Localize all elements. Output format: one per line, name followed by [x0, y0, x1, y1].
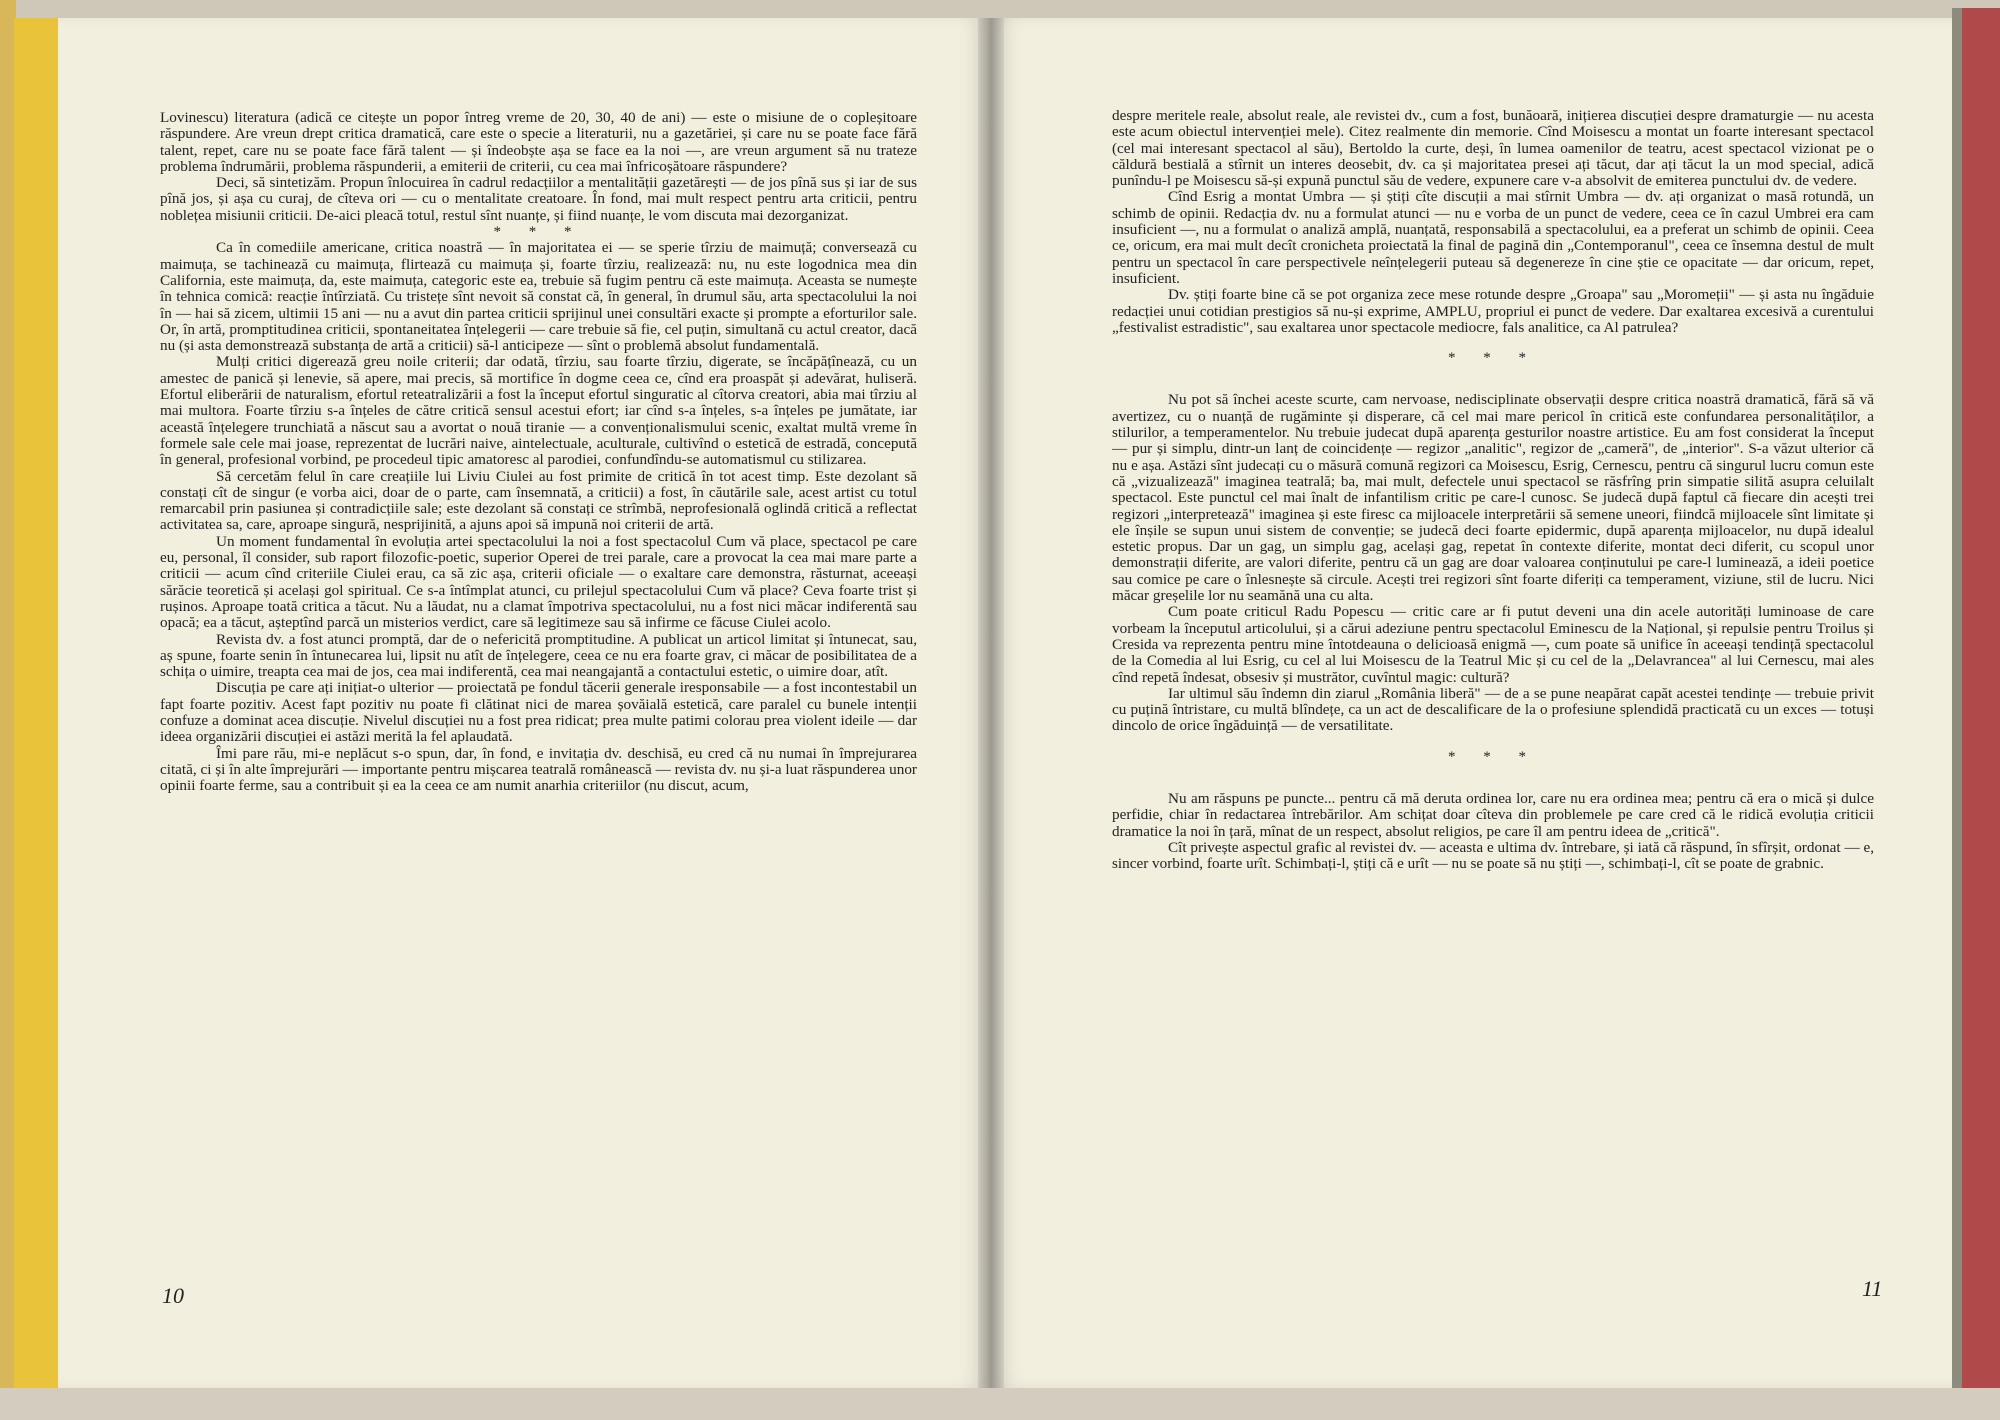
paragraph: Dv. știți foarte bine că se pot organiza zece mese rotunde despre „Groapa" sau „Moromeții" — și asta nu îngăduie redacției unui cotidian prestigios să nu-și exprime, AMPLU, propriul ei punct de vedere. Dar exaltarea excesivă a curentului „festivalist estradistic", sau exaltarea unor spectacole mediocre, fals analitice, ca Al patrulea?: [1112, 286, 1874, 336]
paragraph: Cum poate criticul Radu Popescu — critic care ar fi putut deveni una din acele autorități luminoase de care vorbeam la începutul articolului, și a cărui adeziune pentru spectacolul Eminescu de la Național, și repulsie pentru Troilus și Cresida va reprezenta pentru mine întotdeauna o delicioasă enigmă —, cum poate să unifice în aceeași tendință spectacolul de la Comedia al lui Esrig, cu cel al lui Moisescu de la Teatrul Mic și cu cel de la „Delavrancea" al lui Cernescu, mai ales cînd repetă îndesat, obsesiv și mustrător, cuvîntul magic: cultură?: [1112, 603, 1874, 686]
paragraph: Lovinescu) literatura (adică ce citește un popor întreg vreme de 20, 30, 40 de ani) — este o misiune de o copleșitoare răspundere. Are vreun drept critica dramatică, care este o specie a literaturii, nu a gazetăriei, și care nu se poate face fără talent, repet, care nu se poate face fără talent — și îndeobște așa se face ea la noi —, are vreun argument să nu trateze problema îndrumării, problema răspunderii, a emiterii de criterii, cu cea mai înfricoșătoare răspundere?: [160, 109, 917, 175]
paragraph: Revista dv. a fost atunci promptă, dar de o nefericită promptitudine. A publicat un articol limitat și întunecat, sau, aș spune, foarte senin în întunecarea lui, lipsit nu atît de înțelegere, ceea ce nu era foarte grav, ci măcar de posibilitatea de a schița o uimire, treapta cea mai de jos, cea mai indiferentă, cea mai neangajantă a contactului estetic, o uimire doar, atît.: [160, 630, 917, 681]
paragraph: Îmi pare rău, mi-e neplăcut s-o spun, dar, în fond, e invitația dv. deschisă, eu cred că nu numai în împrejurarea citată, ci și în alte împrejurări — importante pentru mișcarea teatrală românească — revista dv. nu și-a luat răspunderea unor opinii foarte ferme, sau a contribuit și ea la ceea ce am numit anarhia criteriilor (nu discut, acum,: [160, 744, 917, 795]
paragraph: despre meritele reale, absolut reale, ale revistei dv., cum a fost, bunăoară, inițierea discuției despre dramaturgie — nu acesta este acum obiectul intervenției mele). Citez realmente din memorie. Cînd Moisescu a montat un foarte interesant spectacol (cel mai interesant spectacol al său), Bertoldo la curte, deși, în lumea oamenilor de teatru, acest spectacol vizionat pe o căldură bestială a stîrnit un interes deosebit, dv. ca și majoritatea presei ați tăcut, dar ați tăcut la un mod special, adică punîndu-l pe Moisescu să-și expună punctul său de vedere, expunere care v-a absolvit de emiterea punctului dv. de vedere.: [1112, 107, 1874, 190]
paragraph: Nu am răspuns pe puncte... pentru că mă deruta ordinea lor, care nu era ordinea mea; pentru că era o mică și dulce perfidie, chiar în redactarea întrebărilor. Am schițat doar cîteva din problemele pe care cred că le ridică evoluția criticii dramatice la noi în țară, mînat de un respect, absolut religios, pe care îl am pentru ideea de „critică".: [1112, 789, 1874, 840]
right-page-text-column: [1112, 108, 1874, 872]
paragraph: Discuția pe care ați inițiat-o ulterior — proiectată pe fondul tăcerii generale iresponsabile — a fost incontestabil un fapt foarte pozitiv. Acest fapt pozitiv nu poate fi clătinat nici de marea șovăială estetică, care paralel cu bunele intenții confuze a dominat acea discuție. Nivelul discuției nu a fost prea ridicat; prea multe patimi colorau prea violent ideile — dar ideea organizării discuției ei astăzi merită la fel aplaudată.: [160, 679, 917, 746]
paragraph: Un moment fundamental în evoluția artei spectacolului la noi a fost spectacolul Cum vă place, spectacol pe care eu, personal, îl consider, sub raport filozofic-poetic, superior Operei de trei parale, care a provocat la cea mai mare parte a criticii — acum cînd criteriile Ciulei erau, ca să zic așa, criterii oficiale — o exaltare care demonstra, răsturnat, aceeași sărăcie teoretică și același gol spiritual. Ce s-a întîmplat atunci, cu prilejul spectacolului Cum vă place? Ceva foarte trist și rușinos. Aproape toată critica a tăcut. Nu a lăudat, nu a clamat împotriva spectacolului, nu a fost nici măcar indiferentă sau opacă; ea a tăcut, așteptînd parcă un misterios verdict, care să legitimeze sau să infirme ce făcuse Ciulei acolo.: [160, 532, 917, 632]
paragraph: Să cercetăm felul în care creațiile lui Liviu Ciulei au fost primite de critică în tot acest timp. Este dezolant să constați cît de singur (e vorba aici, doar de o parte, cam însemnată, a criticii) a fost, în căutările sale, acest artist cu totul remarcabil prin pasiunea și contradicțiile sale; este dezolant să constați ce strîmbă, neprofesională oglindă critică a reflectat activitatea sa, care, aproape singură, nesprijinită, a ajuns apoi să impună noi criterii de artă.: [160, 467, 917, 534]
section-separator: * * *: [493, 224, 584, 241]
scan-bottom-strip: [0, 1388, 2000, 1420]
paragraph: Mulți critici digerează greu noile criterii; dar odată, tîrziu, sau foarte tîrziu, digerate, se încăpățînează, cu un amestec de panică și lenevie, să apere, mai precis, să mortifice în dogme ceea ce, cînd era proaspăt și adevărat, huliseră. Efortul eliberării de naturalism, efortul reteatralizării a fost la început efortul singuratic al cîtorva creatori, abia mai tîrziu al mai multora. Foarte tîrziu s-a înțeles de către critică sensul acestui efort; iar cînd s-a înțeles, s-a înțeles pe jumătate, iar această înțelegere trunchiată a născut sau a avortat o nouă tiranie — a convenționalismului scenic, exaltat multă vreme în formele sale cele mai joase, reprezentat de lucrări naive, aintelectuale, aculturale, cultivînd o estetică de estradă, concepută în general, profesional vorbind, pe procedeul tipic amatoresc al parodiei, confundîndu-se automatismul cu stilizarea.: [160, 353, 917, 469]
page-stack-edge: [1952, 8, 1962, 1408]
section-separator: * * *: [1448, 350, 1538, 367]
paragraph: Ca în comediile americane, critica noastră — în majoritatea ei — se sperie tîrziu de maimuță; conversează cu maimuța, se tachinează cu maimuța, flirtează cu maimuța și, foarte tîrziu, realizează: nu, nu este logodnica mea din California, este maimuța, da, este maimuța, categoric este ea, trebuie să fugim pentru că este maimuța. Aceasta se numește în tehnica comică: reacție întîrziată. Cu tristețe sînt nevoit să constat că, în general, în drumul său, arta spectacolului la noi în — hai să zicem, ultimii 15 ani — nu a avut din partea criticii sprijinul unei consultări exacte și prompte a eforturilor sale. Or, în artă, promptitudinea criticii, spontaneitatea înțelegerii — care trebuie să fie, cel puțin, simultană cu actul creator, dacă nu (și asta demonstrează substanța de artă a criticii) să-l anticipeze — sînt o problemă absolut fundamentală.: [160, 239, 917, 355]
paragraph: Nu pot să închei aceste scurte, cam nervoase, nedisciplinate observații despre critica noastră dramatică, fără să vă avertizez, cu o nuanță de rugăminte și disperare, că cel mai mare pericol în critică este confundarea personalităților, a stilurilor, a temperamentelor. Nu trebuie judecat după aparența gesturilor noastre artistice. Eu am fost considerat la început — pur și simplu, dintr-un lanț de coincidențe — regizor „analitic", regizor de „cameră", de „interior". S-a văzut ulterior că nu e așa. Astăzi sînt judecați cu o măsură comună regizori ca Moisescu, Esrig, Cernescu, pentru că singurul lucru comun este că „vizualizează" imaginea teatrală; ba, mai mult, defectele unui spectacol se răsfrîng prin simpatie silită asupra celuilalt spectacol. Este punctul cel mai înalt de infantilism critic pe care-l cunosc. Se judecă după faptul că fiecare din acești trei regizori „interpretează" imaginea și este firesc ca mijloacele interpretării să semene uneori, fiindcă mijloacele sînt limitate și ele înșile se supun unui sistem de convenție; se judecă deci foarte epidermic, după aparența mijloacelor, nu după idealul estetic propus. Dar un gag, un simplu gag, același gag, repetat în contexte diferite, montat deci diferit, cu scopul unor demonstrații diferite, are valori diferite, pentru că un gag are doar valoarea conținutului pe care-l luminează, a ideii poetice sau comice pe care o înlesnește să circule. Acești trei regizori sînt foarte diferiți ca temperament, viziune, stil de lucru. Nici măcar greșelile lor nu seamănă una cu alta.: [1112, 391, 1874, 605]
left-page-text-column: [160, 110, 917, 794]
paragraph: Deci, să sintetizăm. Propun înlocuirea în cadrul redacțiilor a mentalității gazetărești — de jos pînă sus și iar de sus pînă jos, și așa cu curaj, de cîteva ori — cu o mentalitate creatoare. În fond, mai mult respect pentru arta criticii, pentru noblețea misiunii criticii. De-aici pleacă totul, restul sînt nuanțe, și fiind nuanțe, le vom discuta mai dezorganizat.: [160, 174, 917, 224]
book-cover-yellow-edge: [14, 18, 60, 1388]
paragraph: Cît privește aspectul grafic al revistei dv. — aceasta e ultima dv. întrebare, și iată că răspund, în sfîrșit, ordonat — e, sincer vorbind, foarte urît. Schimbați-l, știți că e urît — nu se poate să nu știți —, schimbați-l, cît se poate de grabnic.: [1112, 838, 1874, 873]
book-gutter: [978, 18, 1004, 1388]
page-number: 10: [162, 1283, 184, 1308]
paragraph: Iar ultimul său îndemn din ziarul „România liberă" — de a se pune neapărat capăt acestei tendințe — trebuie privit cu puțină întristare, cu multă blîndețe, ca un act de descalificare de la o profesiune splendidă practicată cu un exces — totuși dincolo de orice îngăduință — de versatilitate.: [1112, 684, 1874, 735]
paragraph: Cînd Esrig a montat Umbra — și știți cîte discuții a mai stîrnit Umbra — dv. ați organizat o masă rotundă, un schimb de opinii. Redacția dv. nu a formulat atunci — nu e vorba de un punct de vedere, ceea ce în cazul Umbrei era cam insuficient —, nu a formulat o analiză amplă, nuanțată, responsabilă a spectacolului, ea a preferat un schimb de opinii. Ceea ce, oricum, era mai mult decît cronicheta proiectată la final de pagină din „Contemporanul", ceea ce însemna destul de mult pentru un spectacol în care perspectivele neînțelegerii puteau să degenereze în cine știe ce opacitate — dar oricum, repet, insuficient.: [1112, 188, 1874, 287]
page-number: 11: [1862, 1276, 1883, 1301]
section-separator: * * *: [1448, 748, 1538, 765]
